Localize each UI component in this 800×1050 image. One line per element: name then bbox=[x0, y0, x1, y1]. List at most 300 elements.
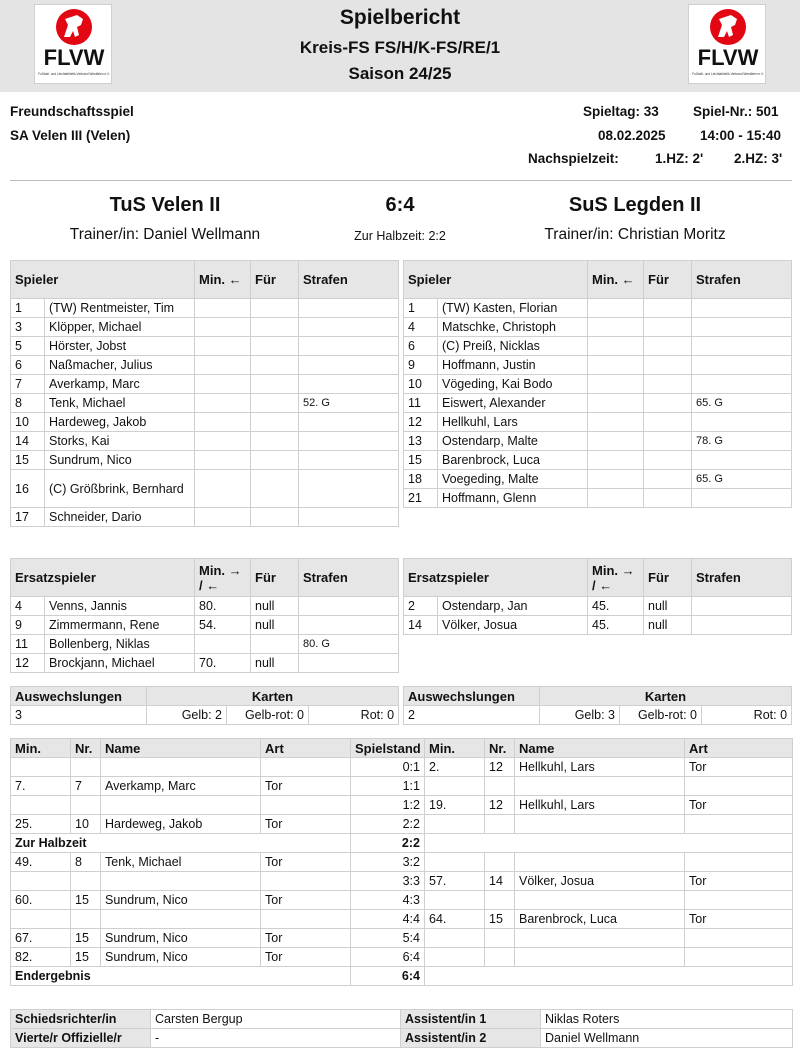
away-goal-min: 57. bbox=[425, 872, 485, 891]
empty-cell bbox=[425, 967, 793, 986]
home-goal-art bbox=[261, 796, 351, 815]
home-goal-name bbox=[101, 758, 261, 777]
home-goal-min: 7. bbox=[11, 777, 71, 796]
player-min bbox=[195, 375, 251, 394]
away-goal-art bbox=[685, 853, 793, 872]
home-goal-min: 60. bbox=[11, 891, 71, 910]
player-fuer: null bbox=[644, 597, 692, 616]
final-score: 6:4 bbox=[385, 194, 415, 216]
player-number: 12 bbox=[404, 413, 438, 432]
official-name: Daniel Wellmann bbox=[541, 1029, 793, 1048]
player-number: 6 bbox=[11, 356, 45, 375]
home-goal-art bbox=[261, 910, 351, 929]
player-fuer bbox=[251, 413, 299, 432]
away-goal-nr: 12 bbox=[485, 758, 515, 777]
player-strafen: 78. G bbox=[692, 432, 792, 451]
player-number: 12 bbox=[11, 654, 45, 673]
away-goal-art bbox=[685, 815, 793, 834]
player-name: (C) Preiß, Nicklas bbox=[438, 337, 588, 356]
away-goal-nr bbox=[485, 777, 515, 796]
home-goal-min bbox=[11, 910, 71, 929]
player-number: 13 bbox=[404, 432, 438, 451]
goal-score-header: Spielstand bbox=[351, 739, 425, 758]
player-strafen bbox=[299, 508, 399, 527]
home-yellowred-count: Gelb-rot: 0 bbox=[227, 706, 309, 725]
away-goal-name bbox=[515, 815, 685, 834]
away-team-name: SuS Legden II bbox=[568, 194, 702, 216]
player-number: 11 bbox=[404, 394, 438, 413]
player-name: Hoffmann, Glenn bbox=[438, 489, 588, 508]
report-header bbox=[0, 0, 800, 92]
away-red-count: Rot: 0 bbox=[702, 706, 792, 725]
goals-table bbox=[10, 738, 793, 986]
player-number: 15 bbox=[404, 451, 438, 470]
player-name: Matschke, Christoph bbox=[438, 318, 588, 337]
player-strafen bbox=[692, 413, 792, 432]
home-goal-min bbox=[11, 796, 71, 815]
away-goal-min bbox=[425, 853, 485, 872]
player-row bbox=[11, 616, 399, 635]
goal-row bbox=[11, 948, 793, 967]
svg-text:Fußball- und Leichtathletik-Ve: Fußball- und Leichtathletik-Verband Westfalen e.V. bbox=[692, 72, 764, 76]
player-row bbox=[11, 413, 399, 432]
player-strafen bbox=[692, 489, 792, 508]
home-team-name: TuS Velen II bbox=[109, 194, 221, 216]
away-goal-name: Barenbrock, Luca bbox=[515, 910, 685, 929]
home-goal-name: Sundrum, Nico bbox=[101, 891, 261, 910]
home-goal-art: Tor bbox=[261, 891, 351, 910]
svg-text:FLVW: FLVW bbox=[43, 45, 105, 70]
player-row bbox=[404, 356, 792, 375]
player-strafen bbox=[299, 299, 399, 318]
away-goal-nr bbox=[485, 815, 515, 834]
away-goal-nr bbox=[485, 929, 515, 948]
away-goal-name: Hellkuhl, Lars bbox=[515, 758, 685, 777]
player-fuer bbox=[644, 375, 692, 394]
subs-column-header: Ersatzspieler bbox=[404, 559, 588, 597]
fuer-column-header: Für bbox=[251, 261, 299, 299]
home-goal-min: 82. bbox=[11, 948, 71, 967]
match-time: 14:00 - 15:40 bbox=[700, 128, 782, 143]
goal-row bbox=[11, 910, 793, 929]
home-goal-art: Tor bbox=[261, 948, 351, 967]
goal-score: 1:1 bbox=[351, 777, 425, 796]
home-goal-name bbox=[101, 796, 261, 815]
min-column-header: Min. → / ← bbox=[195, 559, 251, 597]
home-goal-min bbox=[11, 758, 71, 777]
player-name: Sundrum, Nico bbox=[45, 451, 195, 470]
player-number: 8 bbox=[11, 394, 45, 413]
player-min bbox=[588, 470, 644, 489]
home-subs-table bbox=[10, 558, 399, 673]
player-strafen bbox=[299, 616, 399, 635]
player-strafen bbox=[299, 432, 399, 451]
player-row bbox=[11, 394, 399, 413]
player-min bbox=[195, 318, 251, 337]
player-number: 5 bbox=[11, 337, 45, 356]
home-goal-nr: 8 bbox=[71, 853, 101, 872]
player-fuer bbox=[644, 356, 692, 375]
player-strafen bbox=[692, 337, 792, 356]
player-min bbox=[195, 337, 251, 356]
away-goal-art bbox=[685, 777, 793, 796]
fuer-column-header: Für bbox=[644, 261, 692, 299]
player-number: 11 bbox=[11, 635, 45, 654]
goal-score: 3:3 bbox=[351, 872, 425, 891]
player-min bbox=[195, 635, 251, 654]
away-goal-min: 2. bbox=[425, 758, 485, 777]
player-name: (TW) Kasten, Florian bbox=[438, 299, 588, 318]
official-label: Schiedsrichter/in bbox=[11, 1010, 151, 1029]
player-min: 45. bbox=[588, 616, 644, 635]
player-name: Bollenberg, Niklas bbox=[45, 635, 195, 654]
officials-row bbox=[11, 1029, 793, 1048]
player-name: Hellkuhl, Lars bbox=[438, 413, 588, 432]
player-strafen bbox=[692, 597, 792, 616]
goal-name-header: Name bbox=[101, 739, 261, 758]
home-goal-nr bbox=[71, 796, 101, 815]
goals-summary-row bbox=[11, 834, 793, 853]
player-strafen bbox=[299, 470, 399, 508]
player-fuer bbox=[644, 299, 692, 318]
player-number: 4 bbox=[404, 318, 438, 337]
player-fuer bbox=[251, 394, 299, 413]
player-name: Klöpper, Michael bbox=[45, 318, 195, 337]
player-fuer: null bbox=[251, 654, 299, 673]
goal-row bbox=[11, 758, 793, 777]
official-label: Assistent/in 1 bbox=[401, 1010, 541, 1029]
away-goal-art: Tor bbox=[685, 758, 793, 777]
home-goal-name: Sundrum, Nico bbox=[101, 929, 261, 948]
player-strafen bbox=[299, 451, 399, 470]
home-goal-name: Averkamp, Marc bbox=[101, 777, 261, 796]
goal-min-header: Min. bbox=[11, 739, 71, 758]
away-goal-name: Völker, Josua bbox=[515, 872, 685, 891]
away-subs-table bbox=[403, 558, 792, 635]
player-row bbox=[11, 375, 399, 394]
officials-row bbox=[11, 1010, 793, 1029]
home-goal-nr: 15 bbox=[71, 948, 101, 967]
player-fuer bbox=[644, 451, 692, 470]
auswechslungen-header: Auswechslungen bbox=[11, 687, 147, 706]
goal-score: 0:1 bbox=[351, 758, 425, 777]
player-min bbox=[195, 470, 251, 508]
player-strafen bbox=[299, 356, 399, 375]
goals-summary-row bbox=[11, 967, 793, 986]
spieltag: Spieltag: 33 bbox=[583, 104, 659, 119]
strafen-column-header: Strafen bbox=[299, 559, 399, 597]
away-goal-nr bbox=[485, 948, 515, 967]
goal-score: 4:4 bbox=[351, 910, 425, 929]
min-column-header: Min. ← bbox=[588, 261, 644, 299]
player-row bbox=[404, 616, 792, 635]
player-column-header: Spieler bbox=[404, 261, 588, 299]
player-row bbox=[404, 597, 792, 616]
player-fuer: null bbox=[251, 616, 299, 635]
fuer-column-header: Für bbox=[251, 559, 299, 597]
player-strafen: 65. G bbox=[692, 470, 792, 489]
goal-art-header: Art bbox=[685, 739, 793, 758]
away-goal-min: 64. bbox=[425, 910, 485, 929]
player-min: 54. bbox=[195, 616, 251, 635]
home-goal-nr: 15 bbox=[71, 891, 101, 910]
player-row bbox=[404, 489, 792, 508]
away-goal-nr bbox=[485, 891, 515, 910]
away-goal-nr bbox=[485, 853, 515, 872]
goal-nr-header: Nr. bbox=[485, 739, 515, 758]
karten-header: Karten bbox=[540, 687, 792, 706]
player-strafen bbox=[692, 451, 792, 470]
fuer-column-header: Für bbox=[644, 559, 692, 597]
player-strafen: 52. G bbox=[299, 394, 399, 413]
goal-row bbox=[11, 891, 793, 910]
goal-name-header: Name bbox=[515, 739, 685, 758]
player-row bbox=[404, 299, 792, 318]
player-name: Hardeweg, Jakob bbox=[45, 413, 195, 432]
player-fuer bbox=[251, 318, 299, 337]
away-goal-min: 19. bbox=[425, 796, 485, 815]
player-number: 18 bbox=[404, 470, 438, 489]
goal-min-header: Min. bbox=[425, 739, 485, 758]
away-goal-nr: 14 bbox=[485, 872, 515, 891]
goal-score: 3:2 bbox=[351, 853, 425, 872]
player-strafen bbox=[299, 337, 399, 356]
away-lineup-table bbox=[403, 260, 792, 508]
player-row bbox=[404, 375, 792, 394]
home-goal-art: Tor bbox=[261, 777, 351, 796]
home-goal-nr: 15 bbox=[71, 929, 101, 948]
player-strafen bbox=[692, 318, 792, 337]
player-min bbox=[195, 508, 251, 527]
player-min bbox=[588, 356, 644, 375]
player-name: Storks, Kai bbox=[45, 432, 195, 451]
svg-text:Fußball- und Leichtathletik-Ve: Fußball- und Leichtathletik-Verband Westfalen e.V. bbox=[38, 72, 110, 76]
halftime-score: Zur Halbzeit: 2:2 bbox=[354, 229, 446, 243]
player-number: 3 bbox=[11, 318, 45, 337]
player-number: 16 bbox=[11, 470, 45, 508]
player-row bbox=[404, 394, 792, 413]
player-min bbox=[195, 413, 251, 432]
player-fuer bbox=[644, 413, 692, 432]
away-goal-art: Tor bbox=[685, 796, 793, 815]
home-goal-art: Tor bbox=[261, 853, 351, 872]
player-min: 80. bbox=[195, 597, 251, 616]
flvw-horse-icon bbox=[35, 5, 113, 85]
home-goal-nr: 10 bbox=[71, 815, 101, 834]
player-number: 10 bbox=[404, 375, 438, 394]
svg-text:FLVW: FLVW bbox=[697, 45, 759, 70]
player-row bbox=[11, 299, 399, 318]
player-number: 4 bbox=[11, 597, 45, 616]
home-goal-nr: 7 bbox=[71, 777, 101, 796]
away-goal-name bbox=[515, 891, 685, 910]
player-min bbox=[588, 375, 644, 394]
player-min: 70. bbox=[195, 654, 251, 673]
player-name: Barenbrock, Luca bbox=[438, 451, 588, 470]
player-row bbox=[11, 654, 399, 673]
goals-summary-score: 2:2 bbox=[351, 834, 425, 853]
goal-row bbox=[11, 796, 793, 815]
player-strafen bbox=[299, 375, 399, 394]
report-title: Spielbericht bbox=[339, 6, 461, 29]
goals-summary-label: Zur Halbzeit bbox=[11, 834, 351, 853]
player-row bbox=[11, 356, 399, 375]
home-trainer: Trainer/in: Daniel Wellmann bbox=[69, 226, 261, 243]
spiel-nr: Spiel-Nr.: 501 bbox=[693, 104, 779, 119]
goal-row bbox=[11, 815, 793, 834]
player-row bbox=[11, 451, 399, 470]
player-row bbox=[11, 470, 399, 508]
home-yellow-count: Gelb: 2 bbox=[147, 706, 227, 725]
home-goal-min: 49. bbox=[11, 853, 71, 872]
away-goal-art: Tor bbox=[685, 872, 793, 891]
goal-art-header: Art bbox=[261, 739, 351, 758]
away-yellow-count: Gelb: 3 bbox=[540, 706, 620, 725]
player-name: Hörster, Jobst bbox=[45, 337, 195, 356]
player-name: Hoffmann, Justin bbox=[438, 356, 588, 375]
player-strafen bbox=[299, 654, 399, 673]
player-row bbox=[404, 337, 792, 356]
goal-score: 5:4 bbox=[351, 929, 425, 948]
home-goal-art: Tor bbox=[261, 929, 351, 948]
goal-score: 4:3 bbox=[351, 891, 425, 910]
player-fuer bbox=[644, 337, 692, 356]
player-min bbox=[195, 299, 251, 318]
home-goal-min bbox=[11, 872, 71, 891]
venue: SA Velen III (Velen) bbox=[10, 128, 131, 143]
home-goal-nr bbox=[71, 910, 101, 929]
player-fuer bbox=[644, 318, 692, 337]
player-fuer bbox=[644, 489, 692, 508]
player-min: 45. bbox=[588, 597, 644, 616]
away-goal-min bbox=[425, 948, 485, 967]
goals-summary-score: 6:4 bbox=[351, 967, 425, 986]
official-name: - bbox=[151, 1029, 401, 1048]
player-min bbox=[588, 489, 644, 508]
player-strafen bbox=[692, 356, 792, 375]
player-name: Venns, Jannis bbox=[45, 597, 195, 616]
away-trainer: Trainer/in: Christian Moritz bbox=[544, 226, 726, 243]
goal-row bbox=[11, 929, 793, 948]
official-label: Vierte/r Offizielle/r bbox=[11, 1029, 151, 1048]
away-goal-art: Tor bbox=[685, 910, 793, 929]
away-goal-min bbox=[425, 929, 485, 948]
player-name: Vögeding, Kai Bodo bbox=[438, 375, 588, 394]
away-goal-min bbox=[425, 777, 485, 796]
player-fuer bbox=[251, 451, 299, 470]
divider bbox=[10, 180, 792, 181]
player-name: Zimmermann, Rene bbox=[45, 616, 195, 635]
nachspielzeit-hz1: 1.HZ: 2' bbox=[655, 151, 704, 166]
away-goal-art bbox=[685, 929, 793, 948]
away-summary-table bbox=[403, 686, 792, 725]
player-row bbox=[11, 597, 399, 616]
player-name: (TW) Rentmeister, Tim bbox=[45, 299, 195, 318]
season-label: Saison 24/25 bbox=[348, 64, 452, 83]
player-min bbox=[588, 318, 644, 337]
home-goal-name: Hardeweg, Jakob bbox=[101, 815, 261, 834]
player-fuer bbox=[644, 470, 692, 489]
player-column-header: Spieler bbox=[11, 261, 195, 299]
player-row bbox=[11, 432, 399, 451]
player-row bbox=[404, 432, 792, 451]
player-row bbox=[11, 635, 399, 654]
goal-score: 6:4 bbox=[351, 948, 425, 967]
player-strafen bbox=[692, 616, 792, 635]
player-row bbox=[404, 413, 792, 432]
player-number: 14 bbox=[404, 616, 438, 635]
player-fuer bbox=[644, 432, 692, 451]
away-goal-name: Hellkuhl, Lars bbox=[515, 796, 685, 815]
home-goal-name: Sundrum, Nico bbox=[101, 948, 261, 967]
player-min bbox=[195, 356, 251, 375]
official-label: Assistent/in 2 bbox=[401, 1029, 541, 1048]
player-row bbox=[11, 508, 399, 527]
player-number: 7 bbox=[11, 375, 45, 394]
strafen-column-header: Strafen bbox=[299, 261, 399, 299]
nachspielzeit-label: Nachspielzeit: bbox=[528, 151, 619, 166]
officials-table bbox=[10, 1009, 793, 1048]
player-row bbox=[11, 318, 399, 337]
away-goal-name bbox=[515, 929, 685, 948]
player-min bbox=[588, 394, 644, 413]
player-row bbox=[404, 451, 792, 470]
min-column-header: Min. ← bbox=[195, 261, 251, 299]
match-type: Freundschaftsspiel bbox=[10, 104, 134, 119]
player-min bbox=[195, 394, 251, 413]
home-goal-min: 67. bbox=[11, 929, 71, 948]
goal-score: 1:2 bbox=[351, 796, 425, 815]
karten-header: Karten bbox=[147, 687, 399, 706]
player-number: 9 bbox=[404, 356, 438, 375]
goal-score: 2:2 bbox=[351, 815, 425, 834]
player-strafen bbox=[692, 375, 792, 394]
player-number: 10 bbox=[11, 413, 45, 432]
player-name: Averkamp, Marc bbox=[45, 375, 195, 394]
player-fuer: null bbox=[644, 616, 692, 635]
flvw-logo-right bbox=[688, 4, 766, 84]
away-yellowred-count: Gelb-rot: 0 bbox=[620, 706, 702, 725]
league-name: Kreis-FS FS/H/K-FS/RE/1 bbox=[299, 38, 501, 57]
player-fuer bbox=[251, 432, 299, 451]
home-goal-name bbox=[101, 872, 261, 891]
auswechslungen-header: Auswechslungen bbox=[404, 687, 540, 706]
away-goal-min bbox=[425, 815, 485, 834]
player-min bbox=[195, 451, 251, 470]
player-fuer: null bbox=[251, 597, 299, 616]
flvw-logo-left bbox=[34, 4, 112, 84]
goals-summary-label: Endergebnis bbox=[11, 967, 351, 986]
official-name: Niklas Roters bbox=[541, 1010, 793, 1029]
home-goal-art bbox=[261, 758, 351, 777]
player-number: 9 bbox=[11, 616, 45, 635]
strafen-column-header: Strafen bbox=[692, 559, 792, 597]
goal-row bbox=[11, 872, 793, 891]
player-strafen bbox=[299, 318, 399, 337]
away-goal-name bbox=[515, 777, 685, 796]
player-fuer bbox=[251, 299, 299, 318]
player-row bbox=[11, 337, 399, 356]
empty-cell bbox=[425, 834, 793, 853]
flvw-horse-icon bbox=[689, 5, 767, 85]
player-row bbox=[404, 318, 792, 337]
player-min bbox=[195, 432, 251, 451]
player-fuer bbox=[644, 394, 692, 413]
player-strafen bbox=[692, 299, 792, 318]
goal-nr-header: Nr. bbox=[71, 739, 101, 758]
player-name: Voegeding, Malte bbox=[438, 470, 588, 489]
away-goal-name bbox=[515, 948, 685, 967]
